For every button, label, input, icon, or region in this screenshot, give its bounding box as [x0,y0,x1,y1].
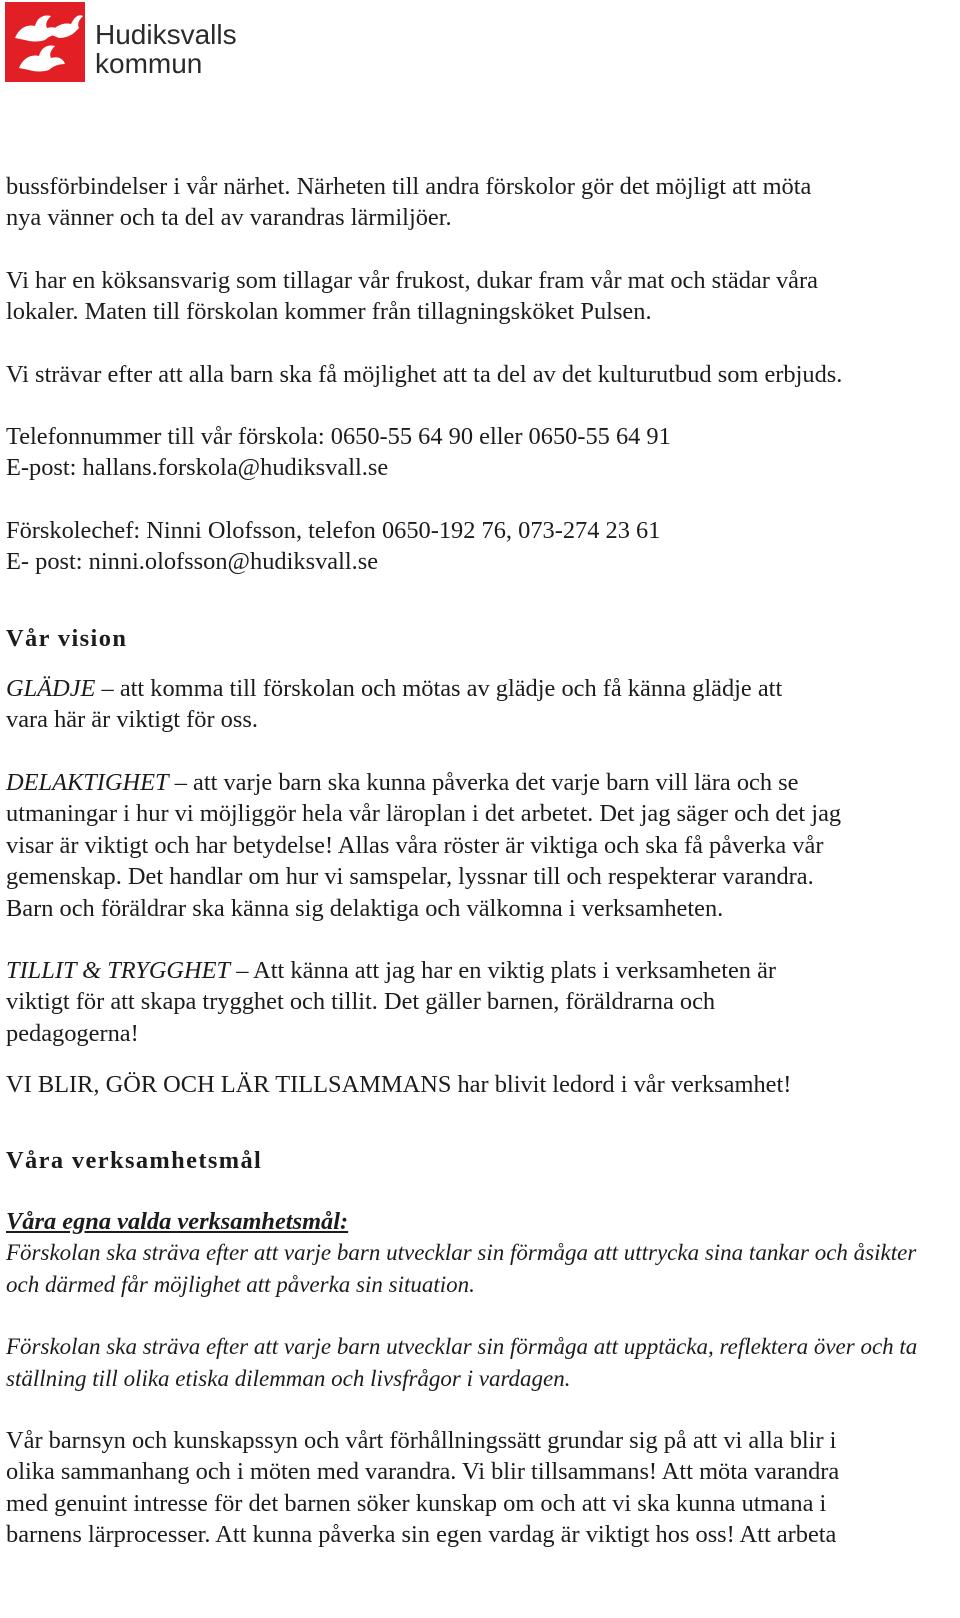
paragraph-line: nya vänner och ta del av varandras lärmiljöer. [6,204,452,232]
term-delaktighet: DELAKTIGHET [6,768,169,796]
term-tillit: TILLIT & TRYGGHET [6,956,231,984]
paragraph-line: viktigt för att skapa trygghet och tillit. Det gäller barnen, föräldrarna och [6,988,716,1016]
goal-line: och därmed får möjlighet att påverka sin situation. [6,1271,475,1297]
chief-email-line: E- post: ninni.olofsson@hudiksvall.se [6,548,379,576]
goal-line: Förskolan ska sträva efter att varje barn utvecklar sin förmåga att upptäcka, reflektera över och ta [6,1334,918,1360]
paragraph-line: visar är viktigt och har betydelse! Allas våra röster är viktiga och ska få påverka vår [6,831,824,859]
paragraph-line: vara här är viktigt för oss. [6,706,258,734]
paragraph-line: Vi strävar efter att alla barn ska få möjlighet att ta del av det kulturutbud som erbjuds. [6,360,843,388]
paragraph-line: olika sammanhang och i möten med varandra. Vi blir tillsammans! Att möta varandra [6,1458,840,1486]
hudiksvalls-kommun-logo [5,2,275,82]
document-body [6,171,956,1551]
chief-line: Förskolechef: Ninni Olofsson, telefon 0650-192 76, 073-274 23 61 [6,516,661,544]
term-gladje: GLÄDJE [6,675,96,703]
vision-tillit: TILLIT & TRYGGHET – Att känna att jag har en viktig plats i verksamheten är [6,956,777,984]
paragraph-line: Barn och föräldrar ska känna sig delaktiga och välkomna i verksamheten. [6,894,724,922]
logo-wordmark [95,20,237,78]
goal-line: ställning till olika etiska dilemman och livsfrågor i vardagen. [6,1365,571,1391]
phone-line: Telefonnummer till vår förskola: 0650-55 64 90 eller 0650-55 64 91 [6,423,671,451]
heading-vision: Vår vision [6,624,128,652]
vision-delaktighet: DELAKTIGHET – att varje barn ska kunna påverka det varje barn vill lära och se [6,768,799,796]
paragraph-line: lokaler. Maten till förskolan kommer från tillagningsköket Pulsen. [6,298,652,326]
email-line: E-post: hallans.forskola@hudiksvall.se [6,454,389,482]
paragraph-line: utmaningar i hur vi möjliggör hela vår läroplan i det arbetet. Det jag säger och det jag [6,800,842,828]
logo-line-2: kommun [95,48,203,79]
paragraph-line: bussförbindelser i vår närhet. Närheten till andra förskolor gör det möjligt att möta [6,173,812,200]
heading-own-goals: Våra egna valda verksamhetsmål: [6,1207,349,1235]
paragraph-line: gemenskap. Det handlar om hur vi samspelar, lyssnar till och respekterar varandra. [6,863,814,891]
paragraph-line: Vi har en köksansvarig som tillagar vår frukost, dukar fram vår mat och städar våra [6,266,818,294]
goat-emblem-icon [5,2,85,82]
paragraph-line: med genuint intresse för det barnen söker kunskap om och att vi ska kunna utmana i [6,1489,827,1517]
paragraph-line: Vår barnsyn och kunskapssyn och vårt förhållningssätt grundar sig på att vi alla blir i [6,1426,837,1454]
paragraph-line: barnens lärprocesser. Att kunna påverka sin egen vardag är viktigt hos oss! Att arbeta [6,1521,837,1549]
heading-goals: Våra verksamhetsmål [6,1146,263,1174]
paragraph-line: pedagogerna! [6,1019,139,1047]
logo-line-1: Hudiksvalls [95,19,237,50]
goal-line: Förskolan ska sträva efter att varje barn utvecklar sin förmåga att uttrycka sina tankar och åsikter [6,1240,917,1266]
vision-gladje: GLÄDJE – att komma till förskolan och mötas av glädje och få känna glädje att [6,675,783,703]
motto-line: VI BLIR, GÖR OCH LÄR TILLSAMMANS har blivit ledord i vår verksamhet! [6,1071,792,1099]
